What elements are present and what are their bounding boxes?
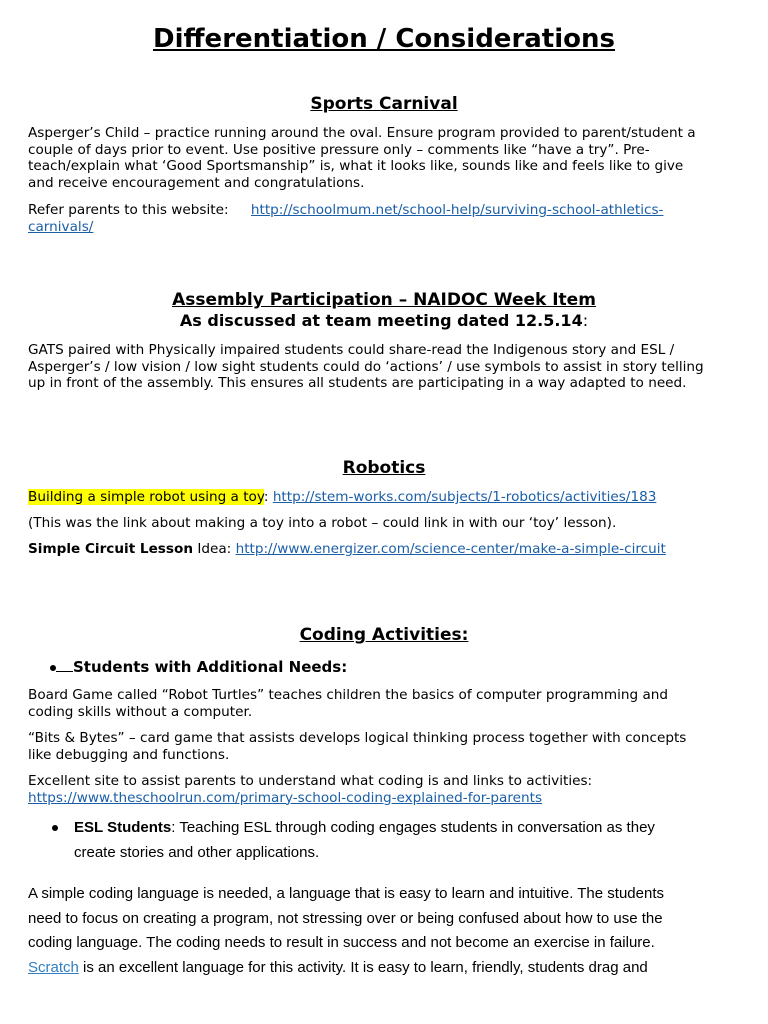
refer-parents-line-2: [28, 219, 748, 236]
page-title: Differentiation / Considerations: [153, 24, 615, 54]
text-line: GATS paired with Physically impaired students could share-read the Indigenous story and ESL /: [28, 342, 675, 358]
refer-parents-line: [28, 202, 748, 219]
additional-needs-bullet: [50, 657, 650, 676]
stem-works-link[interactable]: http://stem-works.com/subjects/1-robotics/activities/183: [272, 489, 657, 505]
text-line: Board Game called “Robot Turtles” teaches children the basics of computer programming and: [28, 687, 669, 703]
text-line: like debugging and functions.: [28, 746, 230, 763]
schoolmum-link-continued[interactable]: carnivals/: [28, 219, 94, 235]
energizer-link[interactable]: http://www.energizer.com/science-center/make-a-simple-circuit: [235, 541, 666, 557]
separator: :: [263, 489, 273, 505]
assembly-subheading-colon: :: [582, 311, 589, 330]
refer-label: Refer parents to this website:: [28, 202, 229, 218]
text-line: couple of days prior to event. Use positive pressure only – comments like “have a try”. Pre-: [28, 141, 650, 158]
parents-site-paragraph: [28, 773, 748, 806]
assembly-heading: Assembly Participation – NAIDOC Week Item: [172, 290, 596, 310]
text-line: is an excellent language for this activity. It is easy to learn, friendly, students drag and: [78, 958, 648, 976]
esl-bullet: [50, 816, 750, 865]
robotics-heading: Robotics: [342, 458, 426, 478]
text-line: and receive encouragement and congratulations.: [28, 174, 365, 191]
esl-text: : Teaching ESL through coding engages students in conversation as they: [171, 819, 655, 836]
text-line: A simple coding language is needed, a language that is easy to learn and intuitive. The students: [28, 885, 664, 902]
robotics-toy-line: [28, 489, 748, 506]
assembly-paragraph: [28, 342, 748, 392]
simple-circuit-line: [28, 541, 748, 558]
additional-needs-label: Students with Additional Needs:: [73, 658, 348, 676]
theschoolrun-link[interactable]: https://www.theschoolrun.com/primary-school-coding-explained-for-parents: [28, 789, 543, 806]
highlighted-text: Building a simple robot using a toy: [28, 489, 264, 505]
simple-circuit-label: Simple Circuit Lesson: [28, 541, 194, 557]
text-line: Asperger’s / low vision / low sight students could do ‘actions’ / use symbols to assist in story telling: [28, 358, 704, 375]
bullet-icon: [52, 825, 58, 831]
text-line: need to focus on creating a program, not stressing over or being confused about how to use the: [28, 909, 663, 927]
text-line: “Bits & Bytes” – card game that assists develops logical thinking process together with concepts: [28, 730, 687, 746]
text-line: up in front of the assembly. This ensures all students are participating in a way adapted to need.: [28, 375, 687, 391]
sports-carnival-heading: Sports Carnival: [310, 94, 458, 114]
esl-label: ESL Students: [74, 819, 172, 836]
text-line: coding skills without a computer.: [28, 703, 253, 720]
text-line: Excellent site to assist parents to understand what coding is and links to activities:: [28, 773, 593, 789]
bullet-underline: [56, 657, 73, 672]
esl-text-continued: create stories and other applications.: [74, 843, 320, 861]
sports-carnival-paragraph: [28, 125, 748, 191]
assembly-subheading-text: As discussed at team meeting dated 12.5.14: [179, 311, 583, 330]
text-line: Asperger’s Child – practice running around the oval. Ensure program provided to parent/student a: [28, 125, 696, 141]
final-paragraph: [28, 882, 748, 980]
robotics-note: (This was the link about making a toy into a robot – could link in with our ‘toy’ lesson).: [28, 515, 617, 531]
text-line: coding language. The coding needs to result in success and not become an exercise in failure.: [28, 934, 655, 951]
robot-turtles-paragraph: [28, 687, 748, 720]
schoolmum-link[interactable]: http://schoolmum.net/school-help/surviving-school-athletics-: [250, 202, 664, 218]
scratch-link[interactable]: Scratch: [28, 958, 79, 976]
coding-heading: Coding Activities:: [299, 625, 469, 645]
assembly-subheading: [0, 311, 768, 330]
bits-bytes-paragraph: [28, 730, 748, 763]
simple-circuit-idea: Idea:: [193, 541, 236, 557]
text-line: teach/explain what ‘Good Sportsmanship” is, what it looks like, sounds like and feels like to give: [28, 158, 684, 174]
